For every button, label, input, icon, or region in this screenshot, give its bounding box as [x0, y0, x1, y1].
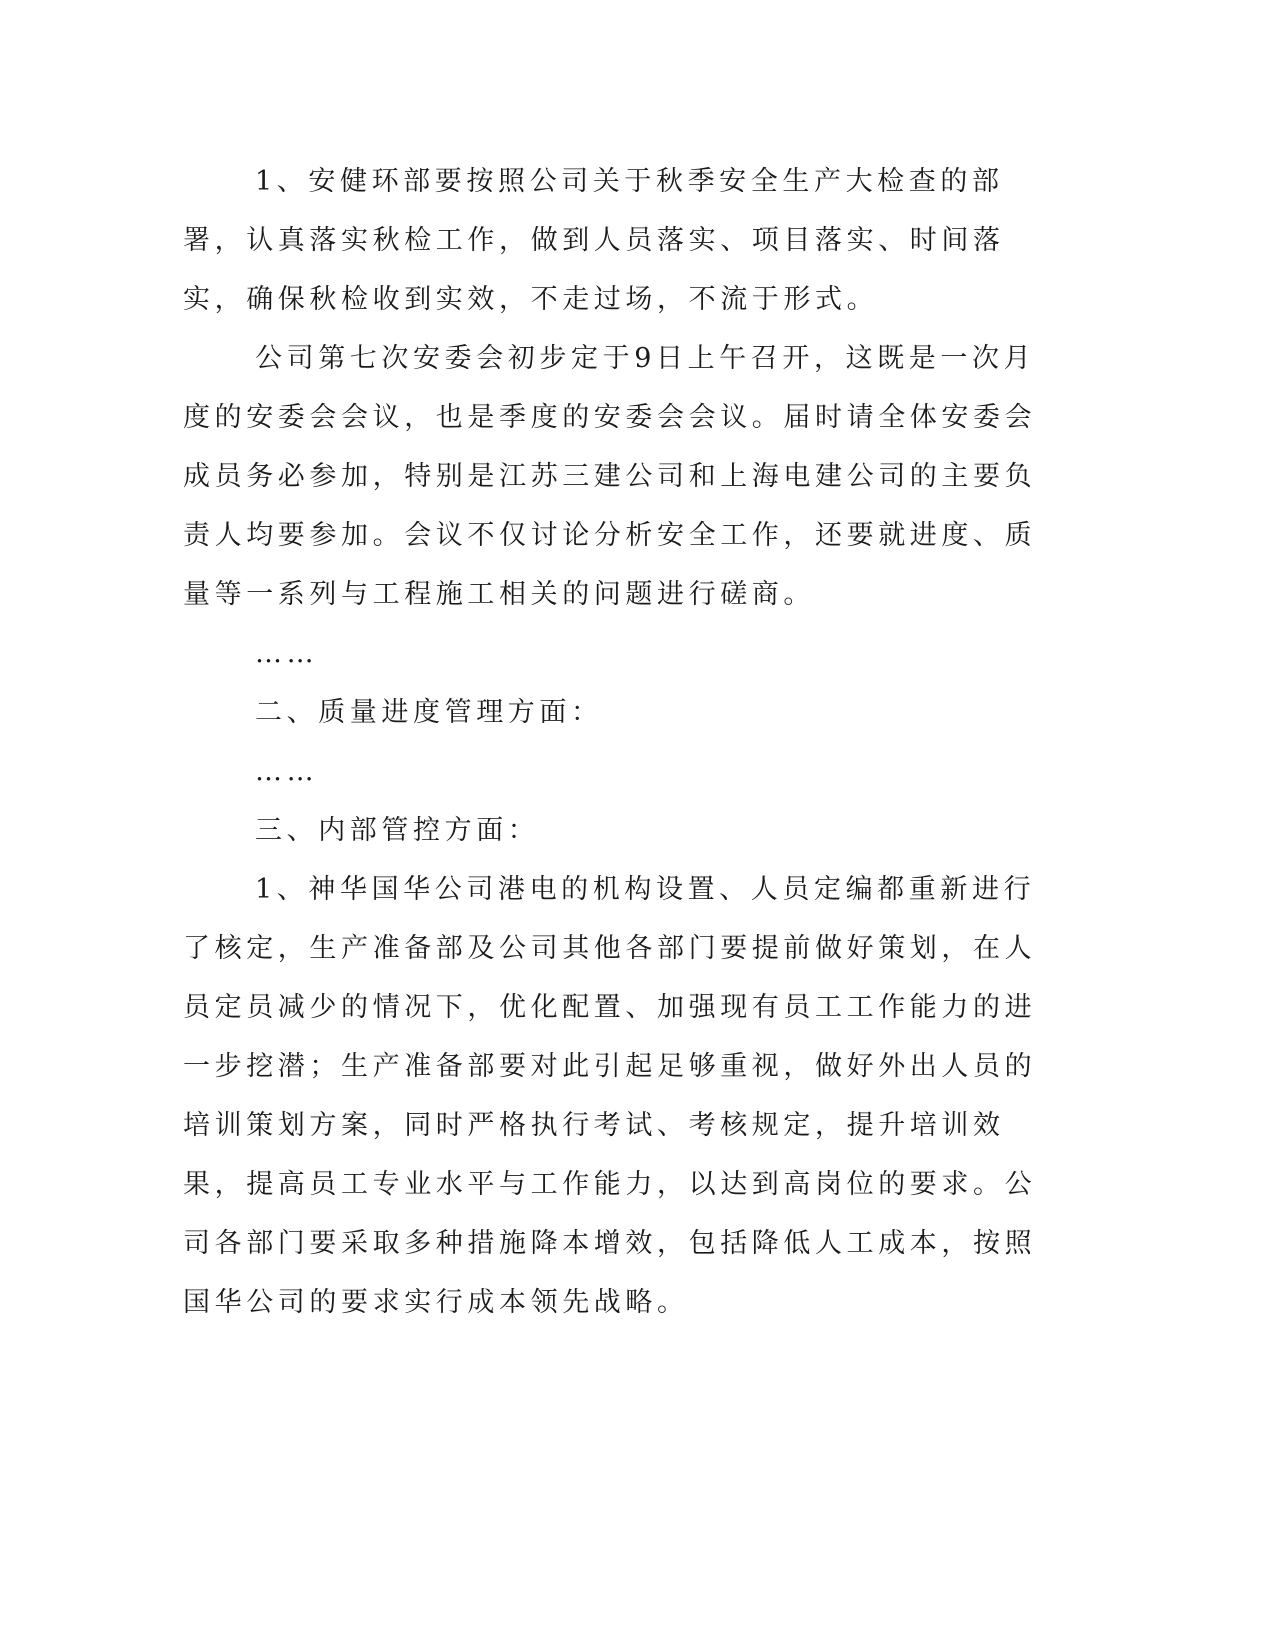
heading-quality-progress: 二、质量进度管理方面： — [255, 697, 603, 728]
paragraph-staffing-training: 1、神华国华公司港电的机构设置、人员定编都重新进行了核定，生产准备部及公司其他各部门要提前做好策划，在人员定员减少的情况下，优化配置、加强现有员工工作能力的进一步挖潜；生产准备部要对此引起足够重视，做好外出人员的培训策划方案，同时严格执行考试、考核规定，提升培训效果，提高员工专业水平与工作能力，以达到高岗位的要求。公司各部门要采取多种措施降本增效，包括降低人工成本，按照国华公司的要求实行成本领先战略。 — [183, 874, 1037, 1318]
paragraph-safety-committee-meeting: 公司第七次安委会初步定于9日上午召开，这既是一次月度的安委会会议，也是季度的安委会会议。届时请全体安委会成员务必参加，特别是江苏三建公司和上海电建公司的主要负责人均要参加。会议不仅讨论分析安全工作，还要就进度、质量等一系列与工程施工相关的问题进行磋商。 — [183, 343, 1037, 610]
document-body — [183, 152, 1043, 1332]
paragraph-autumn-inspection: 1、安健环部要按照公司关于秋季安全生产大检查的部署，认真落实秋检工作，做到人员落实、项目落实、时间落实，确保秋检收到实效，不走过场，不流于形式。 — [183, 166, 1005, 315]
heading-internal-control: 三、内部管控方面： — [255, 815, 540, 846]
paragraph-ellipsis-1: …… — [255, 638, 319, 669]
paragraph-ellipsis-2: …… — [255, 756, 319, 787]
